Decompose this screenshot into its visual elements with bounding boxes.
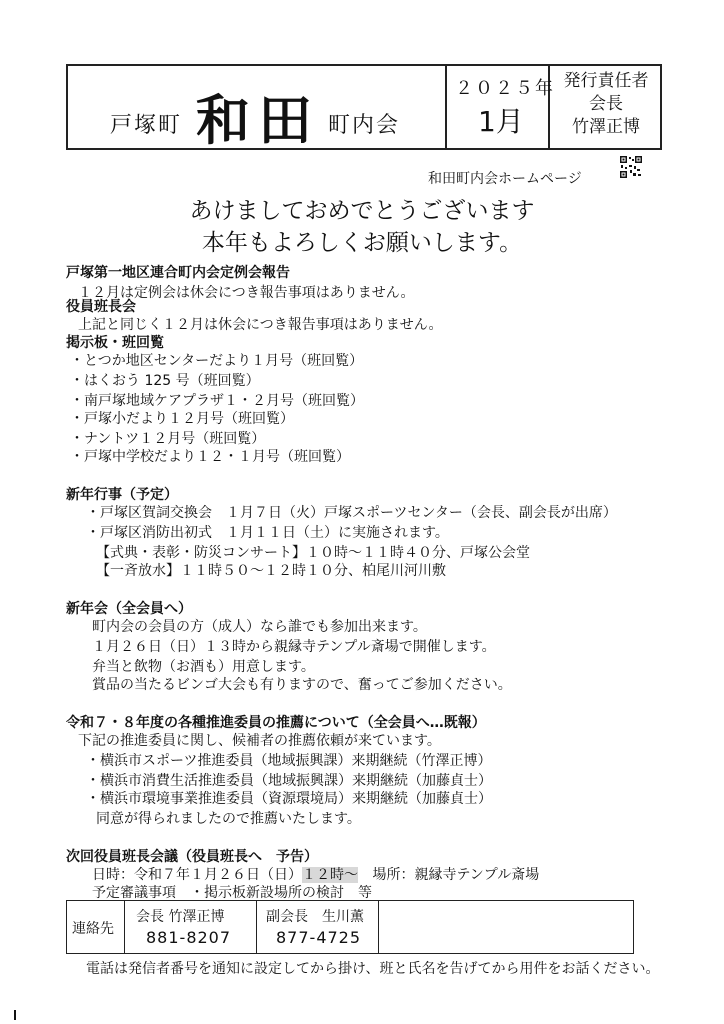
org-name-suffix: 町内会 <box>328 113 401 138</box>
committee-line: 同意が得られましたので推薦いたします。 <box>96 811 361 827</box>
committee-line: ・横浜市消費生活推進委員（地域振興課）来期継続（加藤貞士） <box>86 773 492 789</box>
section-body: １２月は定例会は休会につき報告事項はありません。 <box>78 285 415 301</box>
party-line: 弁当と飲物（お酒も）用意します。 <box>92 659 315 675</box>
footer-phone-note: 電話は発信者番号を通知に設定してから掛け、班と氏名を告げてから用件をお話ください。 <box>86 961 660 977</box>
contact-label: 連絡先 <box>72 921 114 937</box>
list-item: ・南戸塚地域ケアプラザ１・２月号（班回覧） <box>70 393 364 409</box>
section-title-bulletin: 掲示板・班回覧 <box>66 335 164 351</box>
issue-month: 1月 <box>478 105 524 138</box>
list-item: ・とつか地区センターだより１月号（班回覧） <box>70 353 364 369</box>
meeting-place: 場所：親縁寺テンプル斎場 <box>372 867 540 883</box>
party-line: 町内会の会員の方（成人）なら誰でも参加出来ます。 <box>92 619 427 635</box>
committee-line: ・横浜市スポーツ推進委員（地域振興課）来期継続（竹澤正博） <box>86 753 492 769</box>
party-line: １月２６日（日）１３時から親縁寺テンプル斎場で開催します。 <box>92 639 496 655</box>
section-title-new-year-events: 新年行事（予定） <box>66 487 178 503</box>
org-name-main: 和田 <box>196 88 320 152</box>
section-title-joint-council: 戸塚第一地区連合町内会定例会報告 <box>66 265 290 281</box>
meeting-time: １２時～ <box>302 867 358 883</box>
event-line: ・戸塚区消防出初式 １月１１日（土）に実施されます。 <box>86 525 449 541</box>
meeting-date: 日時：令和７年１月２６日（日） <box>92 867 302 883</box>
contact-chair-name: 会長 竹澤正博 <box>136 909 225 925</box>
scan-mark <box>14 1010 16 1020</box>
list-item: ・戸塚中学校だより１２・１月号（班回覧） <box>70 449 350 465</box>
contact-vice-chair-name: 副会長 生川薫 <box>266 909 364 925</box>
org-name-prefix: 戸塚町 <box>110 113 183 138</box>
section-title-new-year-party: 新年会（全会員へ） <box>66 601 192 617</box>
contact-vice-chair-phone[interactable]: 877-4725 <box>276 928 362 947</box>
committee-line: 下記の推進委員に関し、候補者の推薦依頼が来ています。 <box>78 733 441 749</box>
section-title-committee-recommendation: 令和７・８年度の各種推進委員の推薦について（全会員へ…既報） <box>66 715 486 731</box>
homepage-label: 和田町内会ホームページ <box>428 171 582 187</box>
qr-code-icon[interactable] <box>620 156 642 178</box>
event-line: 【一斉放水】１１時５０～１２時１０分、柏尾川河川敷 <box>96 563 446 579</box>
publisher-name: 竹澤正博 <box>572 117 640 137</box>
section-title-officers-meeting: 役員班長会 <box>66 299 136 315</box>
list-item: ・はくおう 125 号（班回覧） <box>70 373 260 389</box>
contact-divider <box>378 900 379 954</box>
header-divider <box>445 64 447 150</box>
issue-year: ２０２５年 <box>455 78 555 99</box>
greeting-line-1: あけましておめでとうございます <box>189 198 535 224</box>
section-body: 上記と同じく１２月は休会につき報告事項はありません。 <box>78 317 443 333</box>
publisher-block <box>552 70 660 139</box>
committee-line: ・横浜市環境事業推進委員（資源環境局）来期継続（加藤貞士） <box>86 791 492 807</box>
list-item: ・戸塚小だより１２月号（班回覧） <box>70 411 294 427</box>
list-item: ・ナントツ１２月号（班回覧） <box>70 431 266 447</box>
contact-divider <box>124 900 125 954</box>
contact-divider <box>256 900 257 954</box>
event-line: 【式典・表彰・防災コンサート】１０時～１１時４０分、戸塚公会堂 <box>96 545 530 561</box>
meeting-datetime <box>92 864 539 884</box>
party-line: 賞品の当たるビンゴ大会も有りますので、奮ってご参加ください。 <box>92 677 512 693</box>
publisher-title: 発行責任者 <box>563 71 649 91</box>
event-line: ・戸塚区賀詞交換会 １月７日（火）戸塚スポーツセンター（会長、副会長が出席） <box>86 505 617 521</box>
publisher-role: 会長 <box>589 94 623 114</box>
section-title-next-meeting: 次回役員班長会議（役員班長へ 予告） <box>66 849 318 865</box>
contact-chair-phone[interactable]: 881-8207 <box>146 928 232 947</box>
meeting-agenda: 予定審議事項 ・掲示板新設場所の検討 等 <box>92 885 372 901</box>
greeting-line-2: 本年もよろしくお願いします。 <box>201 230 523 256</box>
